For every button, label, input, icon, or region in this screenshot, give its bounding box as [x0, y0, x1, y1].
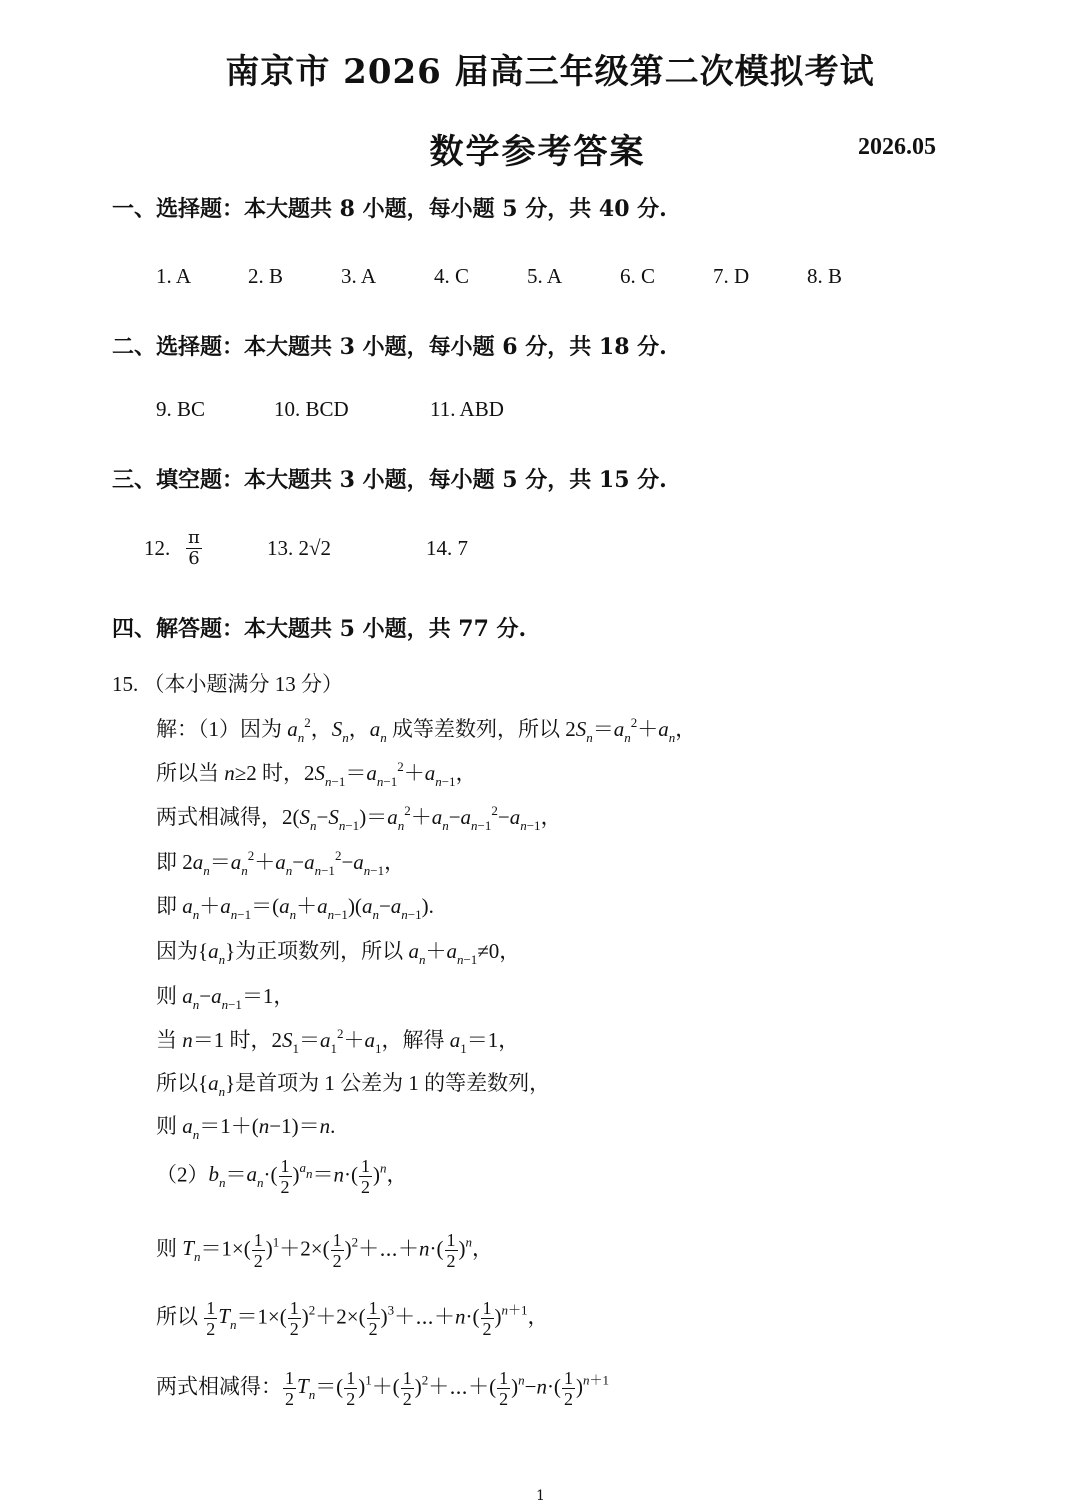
- answer-item: 7. D: [713, 264, 750, 288]
- answer-item: 10. BCD: [274, 397, 349, 421]
- section-heading-2: 二、选择题：本大题共 3 小题，每小题 6 分，共 18 分.: [112, 334, 667, 360]
- solution-line: 当 n＝1 时，$2S_1=a_1^2+a_1$，解得 $a_1=1$，: [156, 1026, 520, 1056]
- page-subtitle: 数学参考答案: [429, 132, 646, 172]
- answer-item: 3. A: [341, 264, 377, 288]
- answer-item: 6. C: [620, 264, 656, 288]
- solution-line: 则 $a_n=1+(n-1)=n$.: [156, 1114, 336, 1142]
- section-heading-1: 一、选择题：本大题共 8 小题，每小题 5 分，共 40 分.: [112, 196, 667, 222]
- fraction-pi-over-6: $\frac{\pi}{6}$: [188, 527, 200, 569]
- solution-line: 即 $2a_n=a_n^2+a_n-a_{n-1}^2-a_{n-1}$，: [156, 848, 406, 878]
- answer-item: 2. B: [248, 264, 284, 288]
- solution-line: 则 $a_n-a_{n-1}=1$，: [156, 984, 295, 1012]
- answer-item: 14. 7: [426, 536, 468, 560]
- answer-item: 1. A: [156, 264, 192, 288]
- exam-date: 2026.05: [858, 134, 936, 160]
- answer-item: 13. 2√2: [267, 536, 332, 560]
- solution-line: 两式相减得： $\frac{1}{2}$ $T_n=$( $\frac{1}{2}$ )$^1$＋( $\frac{1}{2}$ )$^2$＋⋯＋( $\frac{1}{2}$ )$^n$−n·( $\frac{1}{2}$ )$^{n+1}$: [156, 1368, 609, 1409]
- solution-line: 因为$\{a_n\}$为正项数列，所以 $a_n+a_{n-1}\ne 0$，: [156, 939, 521, 967]
- solution-line: 两式相减得，$2(S_n-S_{n-1})=a_n^2+a_n-a_{n-1}^2-a_{n-1}$，: [156, 803, 562, 833]
- section-heading-3: 三、填空题：本大题共 3 小题，每小题 5 分，共 15 分.: [112, 467, 667, 493]
- solution-line: $(2)b_n=a_n\cdot$( $\frac{1}{2}$ )$^{a_n}$＝n·( $\frac{1}{2}$ )$^n$，: [156, 1156, 408, 1197]
- page-number: 1: [536, 1488, 545, 1504]
- section-heading-4: 四、解答题：本大题共 5 小题，共 77 分.: [112, 616, 527, 642]
- answer-item: 4. C: [434, 264, 470, 288]
- solution-line: 则 $T_n=1\times$( $\frac{1}{2}$ )$^1$＋2×( $\frac{1}{2}$ )$^2$＋⋯＋n·( $\frac{1}{2}$ )$^n$，: [156, 1230, 494, 1271]
- solution-line: 即 $a_n+a_{n-1}=(a_n+a_{n-1})(a_n-a_{n-1})$.: [156, 894, 434, 922]
- solution-line: 所以当 n≥2 时，$2S_{n-1}=a_{n-1}^2+a_{n-1}$，: [156, 759, 477, 789]
- solution-line: 所以 $\frac{1}{2}$ $T_n=1\times$( $\frac{1}{2}$ )$^2$＋2×( $\frac{1}{2}$ )$^3$＋⋯＋n·( $\frac{1}{2}$ )$^{n+1}$，: [156, 1298, 549, 1339]
- page-title: 南京市 2026 届高三年级第二次模拟考试: [225, 52, 875, 92]
- answer-item: 9. BC: [156, 397, 206, 421]
- solution-line: 解：（1）因为 $a_n^2$，$S_n$，$a_n$ 成等差数列，所以 $2S_n=a_n^2+a_n$，: [156, 715, 697, 745]
- answer-item: 5. A: [527, 264, 563, 288]
- answer-item: 8. B: [807, 264, 843, 288]
- question-15-header: 15. （本小题满分 13 分）: [112, 672, 343, 696]
- solution-line: 所以$\{a_n\}$是首项为 1 公差为 1 的等差数列，: [156, 1071, 551, 1099]
- answer-item: 11. ABD: [430, 397, 504, 421]
- answer-item: 12.: [144, 536, 171, 560]
